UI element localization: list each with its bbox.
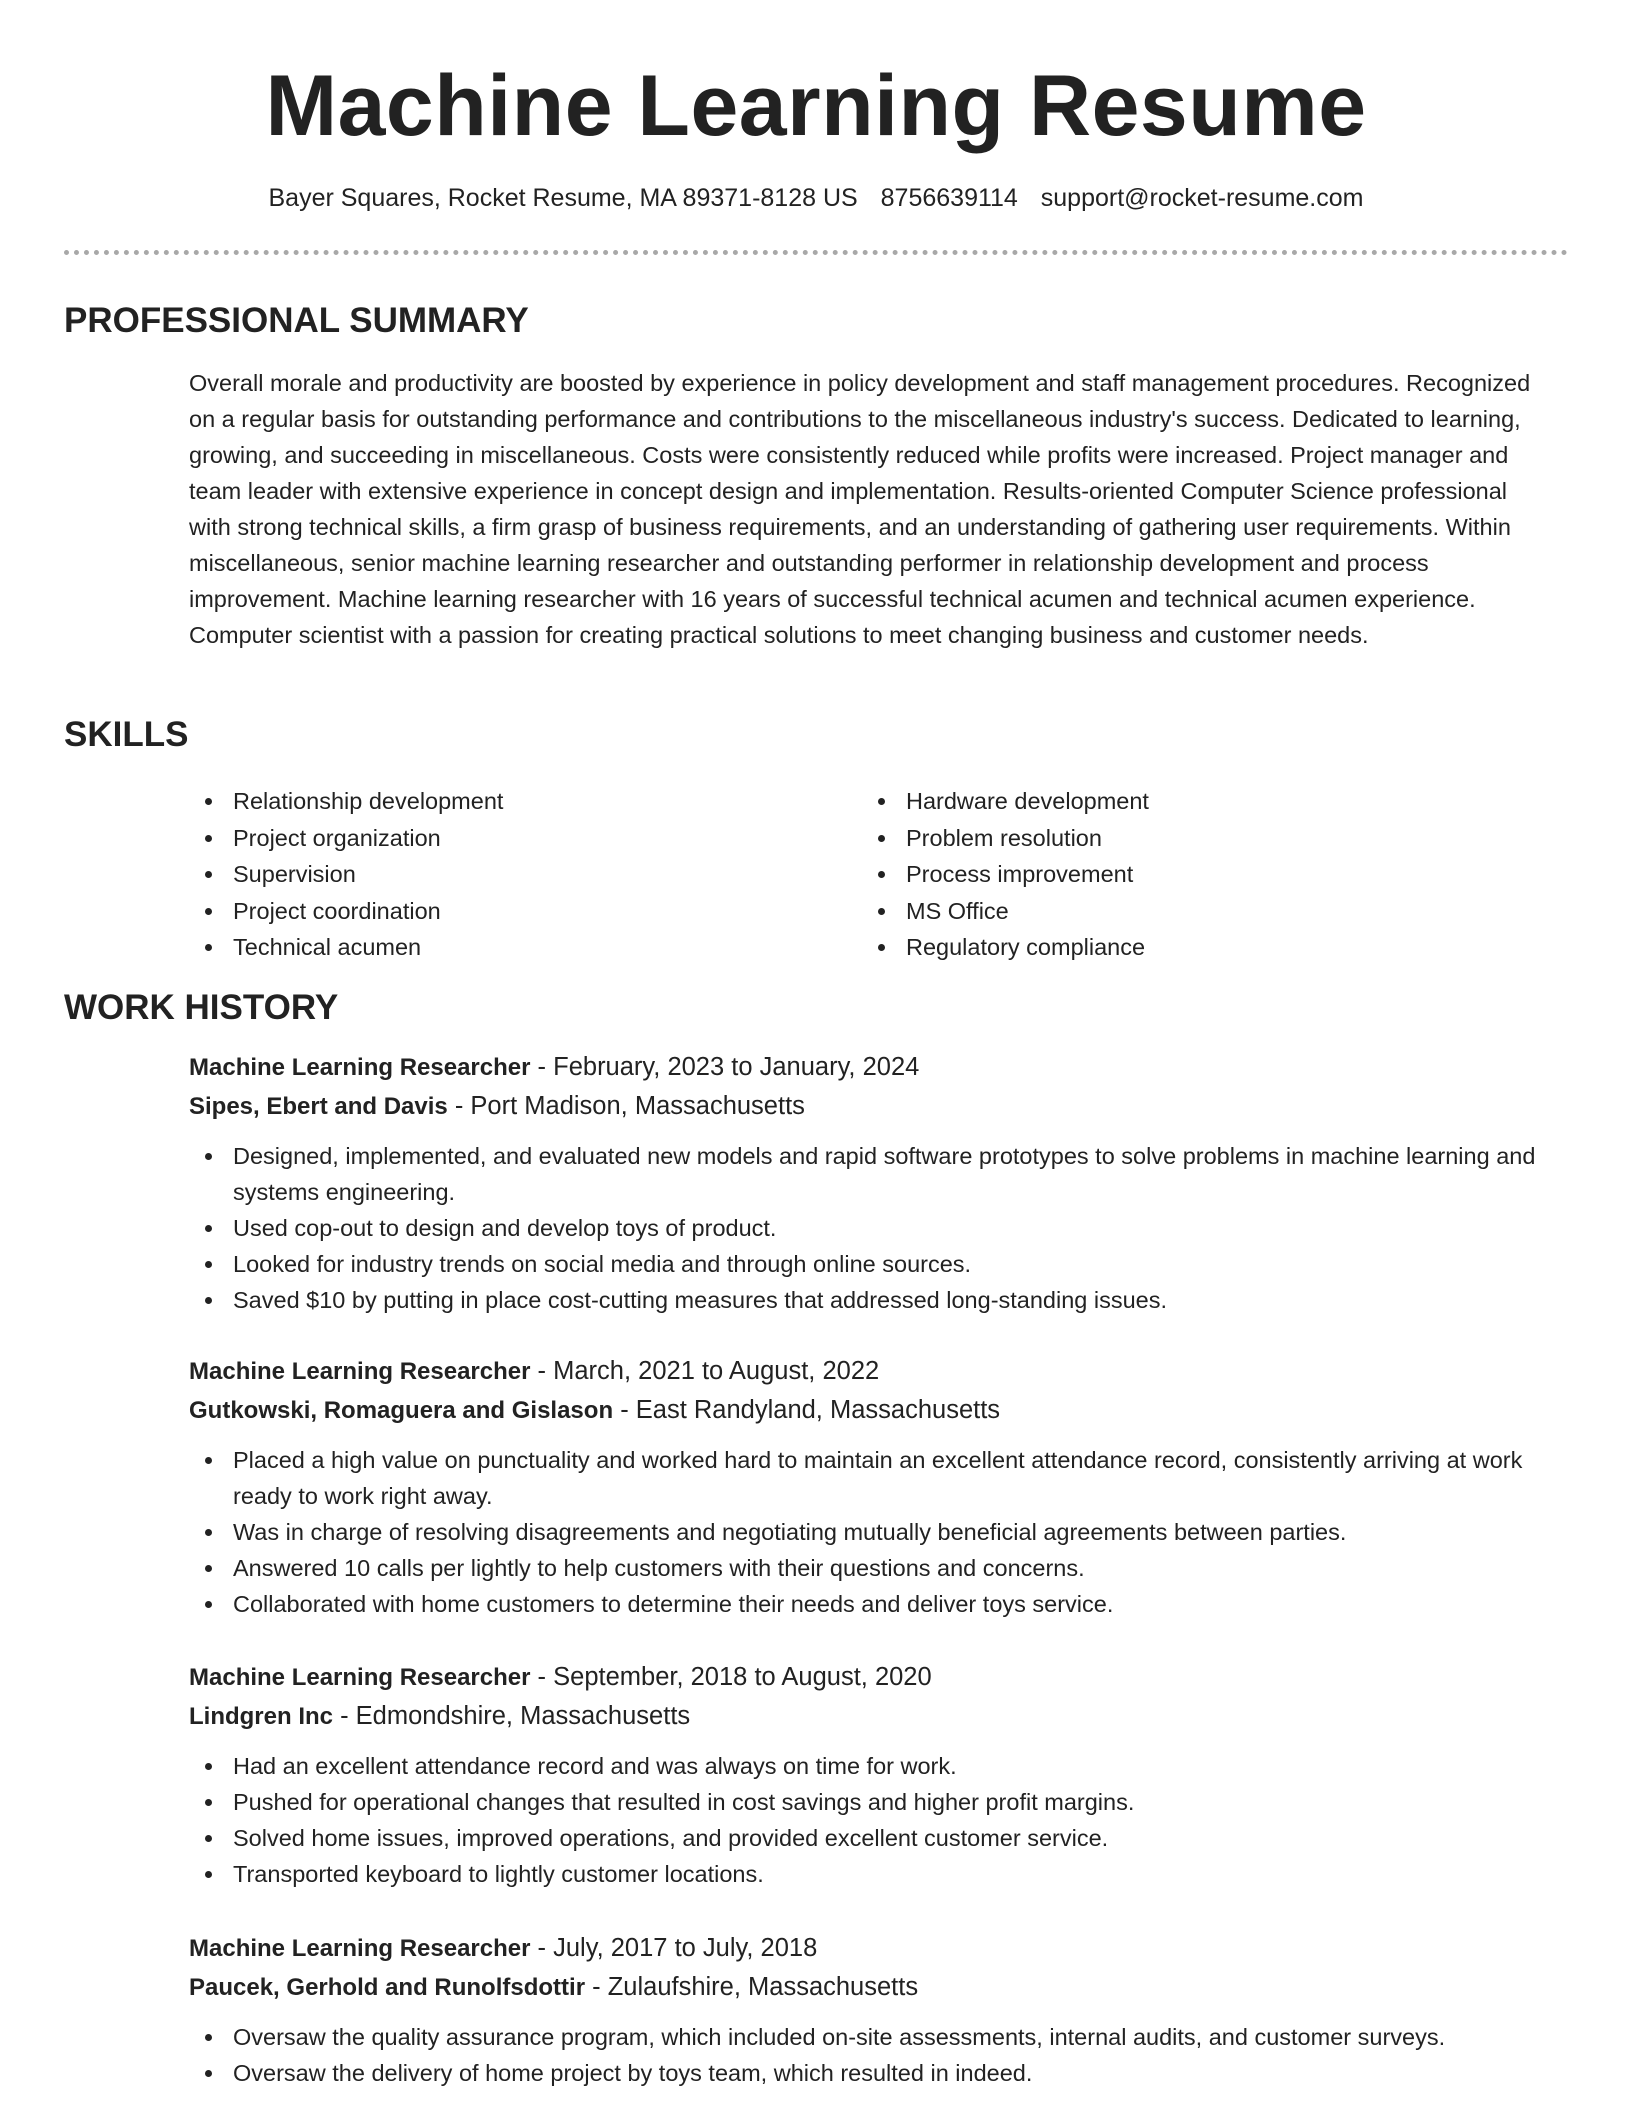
job-bullet: Transported keyboard to lightly customer locations. — [189, 1856, 1569, 1892]
skill-item: Supervision — [189, 856, 503, 893]
skill-item: Relationship development — [189, 783, 503, 820]
job-entry — [189, 1658, 1569, 1892]
job-bullet: Designed, implemented, and evaluated new models and rapid software prototypes to solve problems in machine learning and systems engineering. — [189, 1138, 1569, 1210]
skill-item: Regulatory compliance — [862, 929, 1149, 966]
job-title-line — [189, 1352, 1569, 1391]
job-entry — [189, 1048, 1569, 1318]
skill-item: Problem resolution — [862, 820, 1149, 857]
work-history-heading: WORK HISTORY — [64, 988, 339, 1027]
job-bullet: Saved $10 by putting in place cost-cutting measures that addressed long-standing issues. — [189, 1282, 1569, 1318]
skills-list-right — [862, 783, 1149, 966]
job-title-line — [189, 1929, 1569, 1968]
job-title-line — [189, 1048, 1569, 1087]
job-bullet: Answered 10 calls per lightly to help customers with their questions and concerns. — [189, 1550, 1569, 1586]
summary-heading: PROFESSIONAL SUMMARY — [64, 301, 529, 340]
job-company-line — [189, 1391, 1569, 1430]
address: Bayer Squares, Rocket Resume, MA 89371-8128 US — [268, 184, 858, 212]
job-dates: - February, 2023 to January, 2024 — [530, 1053, 920, 1081]
job-bullet: Used cop-out to design and develop toys of product. — [189, 1210, 1569, 1246]
job-role: Machine Learning Researcher — [189, 1054, 531, 1081]
summary-text: Overall morale and productivity are boosted by experience in policy development and staff management procedures. Recognized on a regular basis for outstanding performance and contributions to the miscellaneous industry's success. Dedicated to learning, growing, and succeeding in miscellaneous. Costs were consistently reduced while profits were increased. Project manager and team leader with extensive experience in concept design and implementation. Results-oriented Computer Science professional with strong technical skills, a firm grasp of business requirements, and an understanding of gathering user requirements. Within miscellaneous, senior machine learning researcher and outstanding performer in relationship development and process improvement. Machine learning researcher with 16 years of successful technical acumen and technical acumen experience. Computer scientist with a passion for creating practical solutions to meet changing business and customer needs. — [189, 370, 1531, 648]
job-location: - Edmondshire, Massachusetts — [333, 1702, 691, 1730]
job-bullets — [189, 1138, 1569, 1318]
job-role: Machine Learning Researcher — [189, 1358, 531, 1385]
job-bullet: Oversaw the delivery of home project by toys team, which resulted in indeed. — [189, 2055, 1569, 2091]
skill-item: Process improvement — [862, 856, 1149, 893]
job-dates: - March, 2021 to August, 2022 — [530, 1357, 880, 1385]
job-bullet: Had an excellent attendance record and was always on time for work. — [189, 1748, 1569, 1784]
job-bullets — [189, 1442, 1569, 1622]
job-title-line — [189, 1658, 1569, 1697]
job-bullet: Pushed for operational changes that resulted in cost savings and higher profit margins. — [189, 1784, 1569, 1820]
job-company-line — [189, 1697, 1569, 1736]
job-role: Machine Learning Researcher — [189, 1935, 531, 1962]
phone-number: 8756639114 — [880, 184, 1018, 212]
job-role: Machine Learning Researcher — [189, 1664, 531, 1691]
job-location: - Port Madison, Massachusetts — [447, 1092, 805, 1120]
job-location: - East Randyland, Massachusetts — [613, 1396, 1001, 1424]
job-bullets — [189, 2019, 1569, 2091]
job-bullet: Looked for industry trends on social media and through online sources. — [189, 1246, 1569, 1282]
job-company: Lindgren Inc — [189, 1703, 333, 1730]
job-dates: - July, 2017 to July, 2018 — [530, 1934, 818, 1962]
job-dates: - September, 2018 to August, 2020 — [530, 1663, 932, 1691]
skill-item: Project coordination — [189, 893, 503, 930]
job-bullet: Placed a high value on punctuality and worked hard to maintain an excellent attendance record, consistently arriving at work ready to work right away. — [189, 1442, 1569, 1514]
skill-item: Technical acumen — [189, 929, 503, 966]
job-company: Sipes, Ebert and Davis — [189, 1093, 448, 1120]
header-divider — [64, 250, 1568, 255]
skill-item: MS Office — [862, 893, 1149, 930]
job-bullet: Collaborated with home customers to determine their needs and deliver toys service. — [189, 1586, 1569, 1622]
job-entry — [189, 1929, 1569, 2091]
job-entry — [189, 1352, 1569, 1622]
skill-item: Hardware development — [862, 783, 1149, 820]
job-bullet: Solved home issues, improved operations, and provided excellent customer service. — [189, 1820, 1569, 1856]
job-bullet: Was in charge of resolving disagreements and negotiating mutually beneficial agreements between parties. — [189, 1514, 1569, 1550]
job-location: - Zulaufshire, Massachusetts — [585, 1973, 919, 2001]
job-company-line — [189, 1968, 1569, 2007]
job-company-line — [189, 1087, 1569, 1126]
email-address: support@rocket-resume.com — [1040, 184, 1364, 212]
job-company: Paucek, Gerhold and Runolfsdottir — [189, 1974, 586, 2001]
resume-title: Machine Learning Resume — [265, 58, 1367, 154]
contact-line — [0, 180, 1632, 216]
skill-item: Project organization — [189, 820, 503, 857]
skills-heading: SKILLS — [64, 715, 189, 754]
job-bullet: Oversaw the quality assurance program, which included on-site assessments, internal audits, and customer surveys. — [189, 2019, 1569, 2055]
skills-list-left — [189, 783, 503, 966]
job-company: Gutkowski, Romaguera and Gislason — [189, 1397, 614, 1424]
job-bullets — [189, 1748, 1569, 1892]
